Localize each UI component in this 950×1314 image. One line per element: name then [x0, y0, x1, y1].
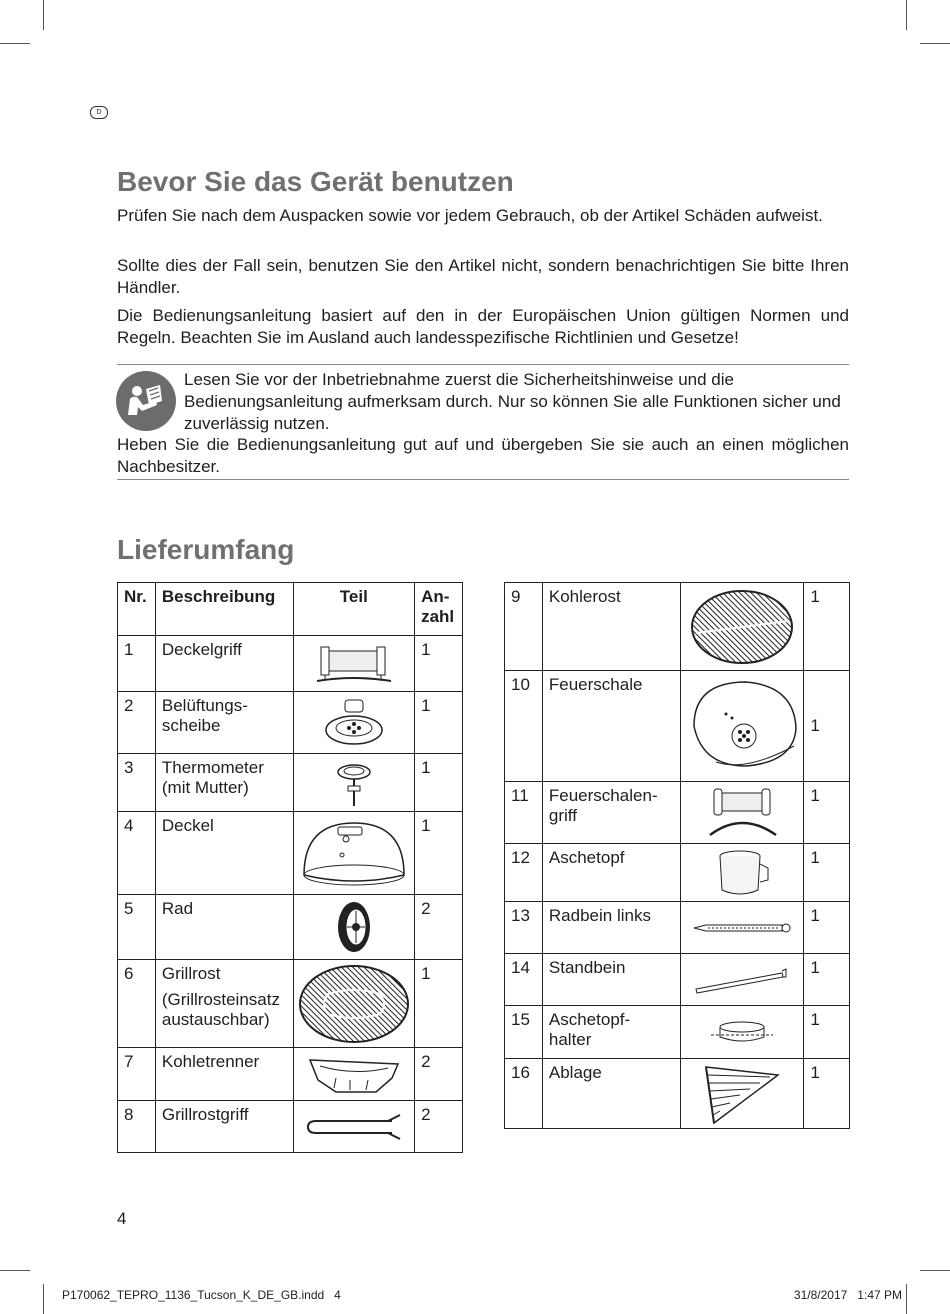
row-quantity: 1: [804, 583, 850, 671]
row-number: 11: [505, 782, 543, 844]
ash-pot-icon: [680, 844, 804, 902]
paragraph-check-damage: Prüfen Sie nach dem Auspacken sowie vor jedem Gebrauch, ob der Artikel Schäden aufweist.: [117, 206, 823, 225]
row-number: 9: [505, 583, 543, 671]
section-heading-before-use: Bevor Sie das Gerät benutzen: [117, 166, 514, 197]
shelf-icon: [680, 1059, 804, 1129]
read-manual-icon: [116, 371, 176, 431]
charcoal-grate-icon: [680, 583, 804, 671]
header-description: Beschreibung: [155, 583, 293, 636]
row-number: 3: [118, 754, 156, 812]
row-description: Thermometer (mit Mutter): [155, 754, 293, 812]
wheel-leg-icon: [680, 902, 804, 954]
lid-icon: [293, 812, 415, 895]
row-description: Aschetopf: [542, 844, 680, 902]
row-quantity: 1: [804, 782, 850, 844]
page-number: 4: [117, 1209, 127, 1228]
row-description: Deckel: [155, 812, 293, 895]
hint-read-manual: Lesen Sie vor der Inbetriebnahme zuerst die Sicherheitshinweise und die Bedienungsanleitung aufmerksam durch. Nur so können Sie alle Funktionen sicher und zuverlässig nutzen.: [184, 370, 841, 433]
row-description: Aschetopf- halter: [542, 1006, 680, 1059]
parts-table-right: [504, 582, 850, 1129]
row-number: 1: [118, 636, 156, 692]
table-row: [505, 671, 850, 782]
vent-disc-icon: [293, 692, 415, 754]
row-description: Standbein: [542, 954, 680, 1006]
table-row: [118, 636, 463, 692]
table-row: [118, 895, 463, 960]
table-row: [118, 812, 463, 895]
table-row: [118, 692, 463, 754]
charcoal-divider-icon: [293, 1048, 415, 1101]
table-row: [118, 754, 463, 812]
header-nr: Nr.: [118, 583, 156, 636]
table-row: [505, 902, 850, 954]
grate-lifter-icon: [293, 1101, 415, 1153]
footer-file: P170062_TEPRO_1136_Tucson_K_DE_GB.indd 4: [62, 1288, 341, 1302]
row-description: Grillrost (Grillrosteinsatz austauschbar): [155, 960, 293, 1048]
row-quantity: 2: [415, 1101, 463, 1153]
row-description: Ablage: [542, 1059, 680, 1129]
thermometer-icon: [293, 754, 415, 812]
row-quantity: 1: [415, 960, 463, 1048]
row-description: Rad: [155, 895, 293, 960]
table-row: [505, 954, 850, 1006]
row-number: 4: [118, 812, 156, 895]
row-description: Grillrostgriff: [155, 1101, 293, 1153]
row-description: Deckelgriff: [155, 636, 293, 692]
divider: [117, 364, 849, 365]
crop-mark: [43, 1284, 44, 1314]
table-row: [505, 1006, 850, 1059]
row-quantity: 1: [415, 812, 463, 895]
wheel-icon: [293, 895, 415, 960]
row-number: 13: [505, 902, 543, 954]
row-quantity: 1: [415, 692, 463, 754]
row-number: 12: [505, 844, 543, 902]
row-quantity: 1: [804, 1006, 850, 1059]
ash-pot-holder-icon: [680, 1006, 804, 1059]
grill-grate-icon: [293, 960, 415, 1048]
parts-table-left: [117, 582, 463, 1153]
crop-mark: [0, 1270, 30, 1271]
row-quantity: 2: [415, 1048, 463, 1101]
table-row: [118, 1101, 463, 1153]
row-description: Feuerschale: [542, 671, 680, 782]
row-number: 7: [118, 1048, 156, 1101]
row-number: 2: [118, 692, 156, 754]
header-quantity: An- zahl: [415, 583, 463, 636]
table-row: [505, 844, 850, 902]
row-description: Belüftungs- scheibe: [155, 692, 293, 754]
row-description: Kohlerost: [542, 583, 680, 671]
table-header-row: [118, 583, 463, 636]
row-quantity: 1: [415, 636, 463, 692]
row-quantity: 1: [804, 671, 850, 782]
paragraph-notify-dealer: Sollte dies der Fall sein, benutzen Sie den Artikel nicht, sondern benachrichtigen Sie bitte Ihren Händler.: [117, 256, 849, 297]
row-number: 14: [505, 954, 543, 1006]
language-badge: D: [90, 106, 108, 119]
row-quantity: 2: [415, 895, 463, 960]
row-quantity: 1: [804, 954, 850, 1006]
crop-mark: [906, 0, 907, 30]
row-description: Feuerschalen- griff: [542, 782, 680, 844]
row-number: 6: [118, 960, 156, 1048]
leg-icon: [680, 954, 804, 1006]
table-row: [118, 960, 463, 1048]
row-number: 8: [118, 1101, 156, 1153]
table-row: [505, 1059, 850, 1129]
divider: [117, 479, 849, 480]
row-number: 5: [118, 895, 156, 960]
crop-mark: [43, 0, 44, 30]
paragraph-eu-norms: Die Bedienungsanleitung basiert auf den in der Europäischen Union gültigen Normen und Regeln. Beachten Sie im Ausland auch landesspezifische Richtlinien und Gesetze!: [117, 306, 849, 347]
row-description: Radbein links: [542, 902, 680, 954]
row-number: 15: [505, 1006, 543, 1059]
crop-mark: [920, 1270, 950, 1271]
crop-mark: [906, 1284, 907, 1314]
lid-handle-icon: [293, 636, 415, 692]
fire-bowl-icon: [680, 671, 804, 782]
bowl-handle-icon: [680, 782, 804, 844]
row-description: Kohletrenner: [155, 1048, 293, 1101]
row-number: 10: [505, 671, 543, 782]
row-quantity: 1: [804, 1059, 850, 1129]
row-quantity: 1: [415, 754, 463, 812]
table-row: [505, 782, 850, 844]
table-row: [118, 1048, 463, 1101]
row-quantity: 1: [804, 902, 850, 954]
row-number: 16: [505, 1059, 543, 1129]
crop-mark: [0, 43, 30, 44]
paragraph-keep-manual: Heben Sie die Bedienungsanleitung gut auf und übergeben Sie sie auch an einen möglichen Nachbesitzer.: [117, 435, 849, 476]
crop-mark: [920, 43, 950, 44]
section-heading-delivery: Lieferumfang: [117, 534, 295, 565]
header-part: Teil: [293, 583, 415, 636]
footer-date: 31/8/2017 1:47 PM: [793, 1288, 902, 1302]
row-quantity: 1: [804, 844, 850, 902]
table-row: [505, 583, 850, 671]
